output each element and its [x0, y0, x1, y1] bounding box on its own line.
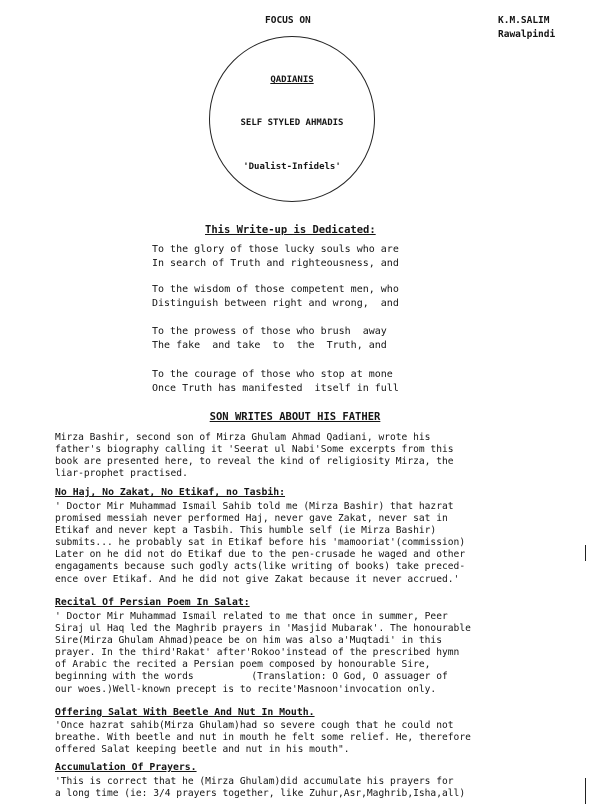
section-text: 'This is correct that he (Mirza Ghulam)did accumulate his prayers for a long time (ie: 3/4 prayers together, like Zuhur,Asr,Maghrib,Isha,all): [55, 776, 466, 800]
section-text: ' Doctor Mir Muhammad Ismail related to me that once in summer, Peer Siraj ul Haq led the Maghrib prayers in 'Masjid Mubarak'. The honourable Sire(Mirza Ghulam Ahmad)peace be on him was also a'Muqtadi' in this prayer. In the third'Rakat' after'Rokoo'instead of the prescribed hymn of Arabic the recited a Persian poem composed by honourable Sire, beginning with the words (Translation: O God, O assuager of our woes.)Well-known precept is to recite'Masnoon'invocation only.: [55, 611, 471, 695]
section-heading: No Haj, No Zakat, No Etikaf, no Tasbih:: [55, 487, 286, 498]
dedication-title: This Write-up is Dedicated:: [205, 224, 376, 236]
circle-subtitle: SELF STYLED AHMADIS: [240, 118, 344, 128]
section-heading: Offering Salat With Beetle And Nut In Mouth.: [55, 707, 315, 718]
section-text: ' Doctor Mir Muhammad Ismail Sahib told me (Mirza Bashir) that hazrat promised messiah never performed Haj, never gave Zakat, never sat in Etikaf and never kept a Tasbih. This humble self (ie Mirza Bashir) submits... he probably sat in Etikaf before his 'mamooriat'(commission) Later on he did not do Etikaf due to the pen-crusade he waged and other engagaments because such godly acts(like writing of books) take preced- ence over Etikaf. And he did not give Zakat because it never accrued.': [55, 501, 466, 585]
circle-title: QADIANIS: [270, 75, 314, 85]
dedication-stanza: To the glory of those lucky souls who are In search of Truth and righteousness, and: [152, 244, 399, 269]
circle-tagline: 'Dualist-Infidels': [243, 162, 341, 172]
section-heading: Accumulation Of Prayers.: [55, 762, 197, 773]
article-title: SON WRITES ABOUT HIS FATHER: [209, 411, 381, 423]
dedication-stanza: To the prowess of those who brush away The fake and take to the Truth, and: [152, 326, 387, 351]
margin-mark: [585, 778, 586, 804]
margin-mark: [585, 545, 586, 561]
header-focus-on: FOCUS ON: [265, 15, 311, 26]
section-heading: Recital Of Persian Poem In Salat:: [55, 597, 250, 608]
dedication-stanza: To the courage of those who stop at mone Once Truth has manifested itself in full: [152, 369, 399, 394]
dedication-stanza: To the wisdom of those competent men, who Distinguish between right and wrong, and: [152, 284, 399, 309]
header-author: K.M.SALIM: [498, 15, 550, 26]
section-text: 'Once hazrat sahib(Mirza Ghulam)had so severe cough that he could not breathe. With beetle and nut in mouth he felt some relief. He, therefore offered Salat keeping beetle and nut in his mouth".: [55, 720, 471, 756]
article-intro: Mirza Bashir, second son of Mirza Ghulam Ahmad Qadiani, wrote his father's biography calling it 'Seerat ul Nabi'Some excerpts from this book are presented here, to reveal the kind of religiosity Mirza, the liar-prophet practised.: [55, 432, 454, 480]
header-city: Rawalpindi: [498, 29, 556, 40]
